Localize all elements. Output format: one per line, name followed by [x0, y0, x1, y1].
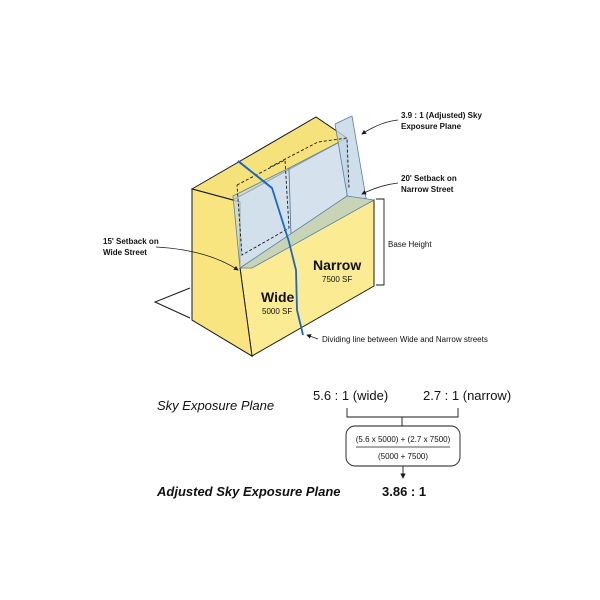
arrow-adjusted-plane [362, 120, 398, 134]
label-wide-area: 5000 SF [262, 307, 293, 316]
label-wide-setback-2: Wide Street [103, 248, 147, 257]
equation-adjusted-value: 3.86 : 1 [382, 484, 427, 499]
label-base-height: Base Height [388, 240, 432, 249]
arrow-narrow-setback [362, 183, 398, 194]
arrow-dividing-line [307, 335, 318, 339]
equation-bracket [347, 408, 458, 417]
equation-narrow-ratio: 2.7 : 1 (narrow) [423, 388, 512, 403]
street-outline-wide [155, 288, 190, 318]
label-wide-setback-1: 15' Setback on [103, 237, 159, 246]
label-wide-title: Wide [261, 289, 295, 305]
label-narrow-title: Narrow [313, 257, 362, 273]
base-height-bracket [376, 199, 384, 285]
label-adjusted-plane-1: 3.9 : 1 (Adjusted) Sky [401, 111, 482, 120]
equation-sky-label: Sky Exposure Plane [157, 398, 275, 413]
label-narrow-setback-2: Narrow Street [401, 185, 454, 194]
formula-denominator: (5000 + 7500) [377, 452, 429, 461]
label-narrow-area: 7500 SF [322, 275, 353, 284]
formula-numerator: (5.6 x 5000) + (2.7 x 7500) [355, 435, 451, 444]
label-adjusted-plane-2: Exposure Plane [401, 122, 462, 131]
equation-wide-ratio: 5.6 : 1 (wide) [313, 388, 389, 403]
label-narrow-setback-1: 20' Setback on [401, 174, 457, 183]
equation-adjusted-label: Adjusted Sky Exposure Plane [157, 484, 341, 499]
label-dividing-line: Dividing line between Wide and Narrow streets [322, 335, 488, 344]
